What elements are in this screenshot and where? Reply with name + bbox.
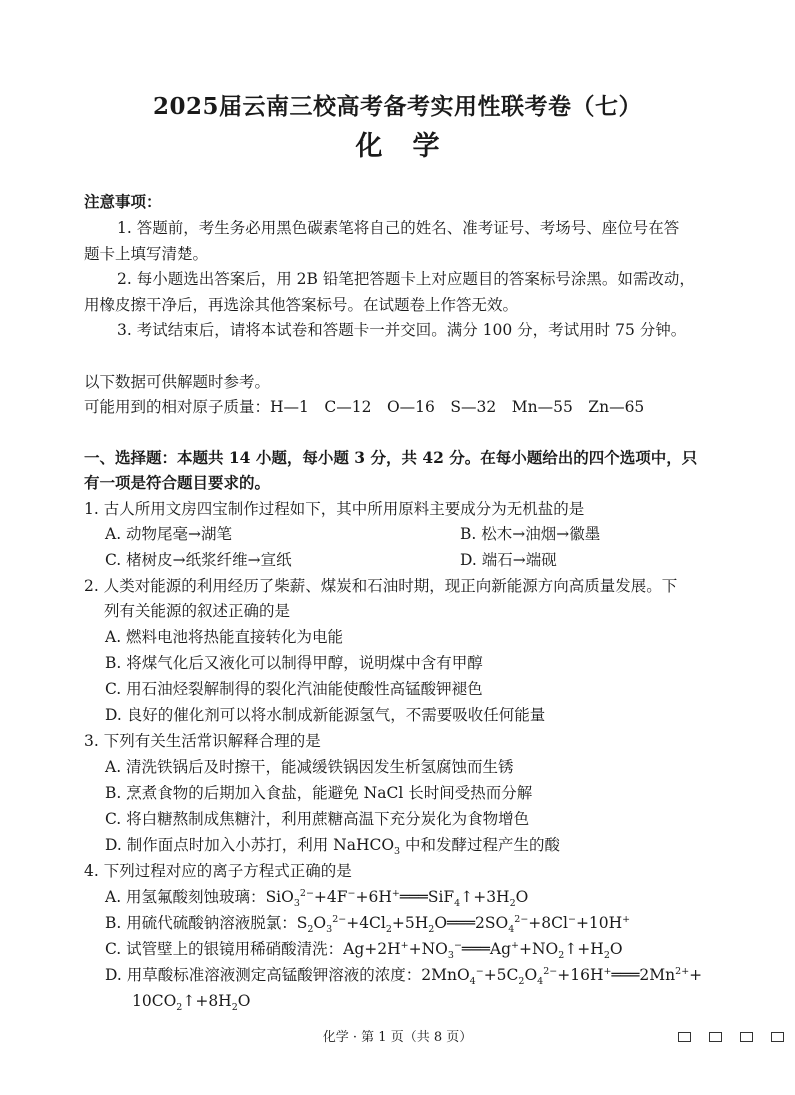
reference-intro: 以下数据可供解题时参考。	[84, 373, 271, 391]
notice-item: 用橡皮擦干净后，再选涂其他答案标号。在试题卷上作答无效。	[84, 296, 519, 314]
question-2-stem: 列有关能源的叙述正确的是	[104, 602, 291, 620]
notice-item: 题卡上填写清楚。	[84, 245, 209, 263]
question-2-stem: 2. 人类对能源的利用经历了柴薪、煤炭和石油时期，现正向新能源方向高质量发展。下	[84, 577, 678, 595]
q2-option-a: A. 燃料电池将热能直接转化为电能	[105, 628, 344, 646]
question-3-stem: 3. 下列有关生活常识解释合理的是	[84, 732, 321, 750]
q1-option-c: C. 楮树皮→纸浆纤维→宣纸	[105, 551, 292, 569]
q2-option-d: D. 良好的催化剂可以将水制成新能源氢气，不需要吸收任何能量	[105, 706, 546, 724]
q2-option-b: B. 将煤气化后又液化可以制得甲醇，说明煤中含有甲醇	[105, 654, 483, 672]
box-icon	[740, 1032, 753, 1042]
section-heading: 有一项是符合题目要求的。	[84, 473, 271, 492]
q4-option-c: C. 试管壁上的银镜用稀硝酸清洗：$Ag+2H^++NO_3^-═══Ag^++NO_2↑+H_2O$	[105, 939, 623, 962]
exam-title: 2025届云南三校高考备考实用性联考卷（七）	[152, 93, 642, 120]
subject-title: 化 学	[355, 131, 440, 162]
box-icon	[678, 1032, 691, 1042]
question-1-stem: 1. 古人所用文房四宝制作过程如下，其中所用原料主要成分为无机盐的是	[84, 500, 585, 518]
notice-item: 1. 答题前，考生务必用黑色碳素笔将自己的姓名、准考证号、考场号、座位号在答	[117, 219, 680, 237]
q4-option-b: B. 用硫代硫酸钠溶液脱氯：$S_2O_3^{2-}+4Cl_2+5H_2O═══2SO_4^{2-}+8Cl^-+10H^+$	[105, 913, 631, 936]
page-footer: 化学 · 第 1 页（共 8 页）	[322, 1030, 473, 1045]
q4-option-a: A. 用氢氟酸刻蚀玻璃：$SiO_3^{2-}+4F^-+6H^+═══SiF_4↑+3H_2O$	[105, 887, 529, 910]
q3-option-d: D. 制作面点时加入小苏打，利用 NaHCO$_3$ 中和发酵过程产生的酸	[105, 836, 561, 858]
q1-option-a: A. 动物尾毫→湖笔	[105, 525, 233, 543]
question-4-stem: 4. 下列过程对应的离子方程式正确的是	[84, 862, 352, 880]
q3-option-b: B. 烹煮食物的后期加入食盐，能避免 NaCl 长时间受热而分解	[105, 784, 533, 802]
q4-option-d-continued: $10CO_2↑+8H_2O$	[132, 992, 251, 1014]
q4-option-d: D. 用草酸标准溶液测定高锰酸钾溶液的浓度：$2MnO_4^-+5C_2O_4^{2-}+16H^+═══2Mn^{2+}+$	[105, 965, 703, 988]
box-icon	[709, 1032, 722, 1042]
notice-heading: 注意事项：	[84, 192, 162, 211]
notice-item: 2. 每小题选出答案后，用 2B 铅笔把答题卡上对应题目的答案标号涂黑。如需改动，	[117, 270, 695, 288]
footer-boxes	[678, 1027, 784, 1046]
q1-option-b: B. 松木→油烟→徽墨	[460, 525, 601, 543]
atomic-masses: 可能用到的相对原子质量：H—1 C—12 O—16 S—32 Mn—55 Zn—65	[84, 398, 645, 416]
notice-item: 3. 考试结束后，请将本试卷和答题卡一并交回。满分 100 分，考试用时 75 分钟。	[117, 321, 687, 339]
q1-option-d: D. 端石→端砚	[460, 551, 557, 569]
q3-option-a: A. 清洗铁锅后及时擦干，能减缓铁锅因发生析氢腐蚀而生锈	[105, 758, 514, 776]
box-icon	[771, 1032, 784, 1042]
section-heading: 一、选择题：本题共 14 小题，每小题 3 分，共 42 分。在每小题给出的四个选项中，只	[84, 448, 698, 467]
q2-option-c: C. 用石油烃裂解制得的裂化汽油能使酸性高锰酸钾褪色	[105, 680, 483, 698]
q3-option-c: C. 将白糖熬制成焦糖汁，利用蔗糖高温下充分炭化为食物增色	[105, 810, 530, 828]
